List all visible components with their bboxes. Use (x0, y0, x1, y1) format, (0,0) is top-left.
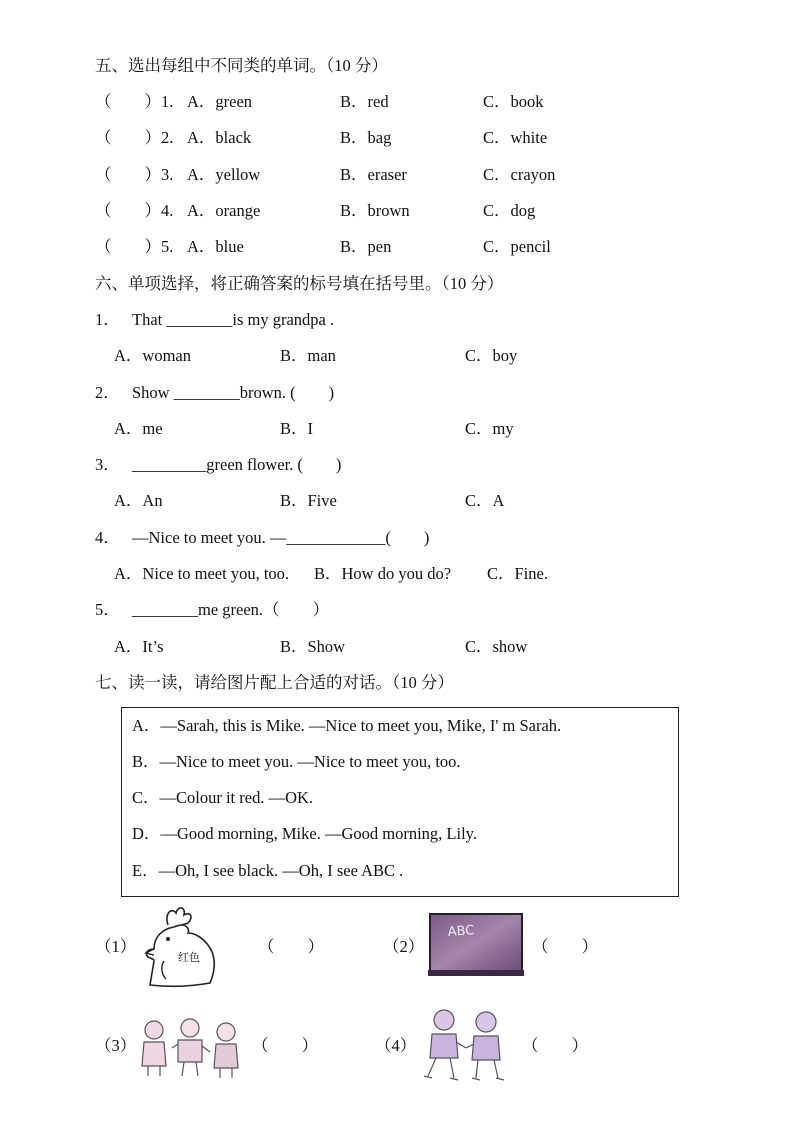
answer-paren[interactable]: （ ）1. (95, 92, 174, 111)
s6-q3-stem (0, 455, 794, 477)
three-children-picture (138, 1016, 242, 1080)
image-text-abc: ABC (447, 923, 475, 940)
question-stem: _________green flower. ( ) (132, 455, 342, 474)
option-b: B．red (340, 92, 389, 111)
option-c: C．book (483, 92, 544, 111)
dialogue-option-e: E．—Oh, I see black. —Oh, I see ABC . (132, 861, 404, 880)
dialogue-option-b: B．—Nice to meet you. —Nice to meet you, too. (132, 752, 461, 771)
s6-q3-options (0, 491, 794, 513)
option-c: C．Fine. (487, 564, 548, 583)
option-b: B．eraser (340, 165, 407, 184)
s6-q2-options (0, 419, 794, 441)
question-stem: ________me green.（ ） (132, 600, 330, 619)
option-a: A．Nice to meet you, too. (114, 564, 290, 583)
s5-row-4 (0, 201, 794, 223)
option-b: B．How do you do? (314, 564, 452, 583)
picture-4-label: （4） (375, 1036, 417, 1055)
option-c: C．my (465, 419, 514, 438)
section6-heading: 六、单项选择，将正确答案的标号填在括号里。（10 分） (95, 274, 504, 293)
option-b: B．man (280, 346, 336, 365)
picture-2-answer[interactable]: （ ） (532, 937, 598, 956)
option-a: A．yellow (187, 165, 261, 184)
option-a: A．woman (114, 346, 191, 365)
s6-q4-stem (0, 528, 794, 550)
s5-row-3 (0, 165, 794, 187)
s5-row-1 (0, 92, 794, 114)
question-number: 5． (95, 600, 120, 619)
answer-paren[interactable]: （ ）3. (95, 165, 174, 184)
section7-heading: 七、读一读，请给图片配上合适的对话。（10 分） (95, 673, 454, 692)
picture-4-answer[interactable]: （ ） (522, 1036, 588, 1055)
option-a: A．It’s (114, 637, 164, 656)
answer-paren[interactable]: （ ）4. (95, 201, 174, 220)
s5-row-2 (0, 128, 794, 150)
option-b: B．I (280, 419, 313, 438)
s6-q4-options (0, 564, 794, 586)
option-b: B．pen (340, 237, 392, 256)
question-stem: Show ________brown. ( ) (132, 383, 335, 402)
image-text-red: 红色 (178, 951, 200, 964)
picture-1-label: （1） (95, 937, 137, 956)
option-a: A．black (187, 128, 252, 147)
question-number: 4． (95, 528, 120, 547)
option-c: C．dog (483, 201, 536, 220)
answer-paren[interactable]: （ ）2. (95, 128, 174, 147)
answer-paren[interactable]: （ ）5. (95, 237, 174, 256)
handshake-picture (418, 1006, 510, 1084)
question-number: 1． (95, 310, 120, 329)
picture-3-answer[interactable]: （ ） (252, 1036, 318, 1055)
option-a: A．orange (187, 201, 261, 220)
picture-1-answer[interactable]: （ ） (258, 937, 324, 956)
section5-heading: 五、选出每组中不同类的单词。（10 分） (95, 56, 388, 75)
dialogue-option-a: A．—Sarah, this is Mike. —Nice to meet you, Mike, I' m Sarah. (132, 716, 562, 735)
option-c: C．show (465, 637, 528, 656)
s6-q5-options (0, 637, 794, 659)
s6-q1-stem (0, 310, 794, 332)
dialogue-option-d: D．—Good morning, Mike. —Good morning, Lily. (132, 824, 477, 843)
option-b: B．brown (340, 201, 410, 220)
option-a: A．green (187, 92, 253, 111)
question-number: 3． (95, 455, 120, 474)
question-number: 2． (95, 383, 120, 402)
s6-q5-stem (0, 600, 794, 622)
question-stem: That ________is my grandpa . (132, 310, 335, 329)
option-c: C．boy (465, 346, 518, 365)
option-b: B．Show (280, 637, 346, 656)
option-a: A．blue (187, 237, 244, 256)
option-c: C．A (465, 491, 505, 510)
blackboard-picture (428, 912, 524, 978)
option-c: C．pencil (483, 237, 551, 256)
option-c: C．white (483, 128, 548, 147)
dialogue-option-c: C．—Colour it red. —OK. (132, 788, 314, 807)
s5-row-5 (0, 237, 794, 259)
option-a: A．me (114, 419, 163, 438)
picture-3-label: （3） (95, 1036, 137, 1055)
option-b: B．bag (340, 128, 392, 147)
s6-q1-options (0, 346, 794, 368)
option-a: A．An (114, 491, 163, 510)
picture-2-label: （2） (383, 937, 425, 956)
rooster-picture (138, 903, 220, 989)
option-b: B．Five (280, 491, 337, 510)
s6-q2-stem (0, 383, 794, 405)
question-stem: —Nice to meet you. —____________( ) (132, 528, 430, 547)
option-c: C．crayon (483, 165, 556, 184)
